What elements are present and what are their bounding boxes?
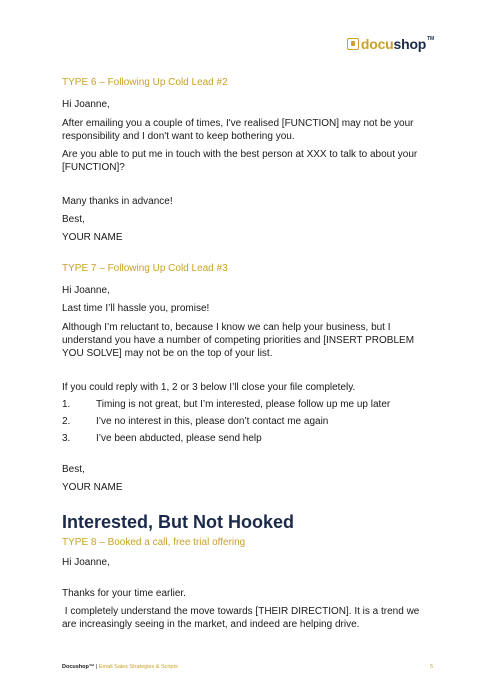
list-number: 2. <box>62 416 71 427</box>
section-title: Interested, But Not Hooked <box>62 512 295 532</box>
list-text: I’ve been abducted, please send help <box>96 433 262 444</box>
type6-thanks: Many thanks in advance! <box>62 196 173 207</box>
footer-subtitle: Email Sales Strategies & Scripts <box>98 664 178 670</box>
logo-shop: shop <box>393 36 427 52</box>
docushop-logo <box>347 36 434 52</box>
type8-paragraph-2: I completely understand the move towards [THEIR DIRECTION]. It is a trend we are increasingly seeing in the market, and indeed are helping drive. <box>62 606 423 630</box>
type6-signoff: Best, <box>62 214 85 225</box>
logo-text <box>361 36 434 52</box>
type6-your-name: YOUR NAME <box>62 232 123 243</box>
type7-options-list <box>62 398 434 445</box>
type7-heading: TYPE 7 – Following Up Cold Lead #3 <box>62 263 228 274</box>
logo-tm: TM <box>427 36 434 42</box>
logo-docu: docu <box>360 36 394 52</box>
footer-separator: | <box>94 664 99 670</box>
list-number: 1. <box>62 399 71 410</box>
page-number: 5 <box>429 664 433 670</box>
type6-greeting: Hi Joanne, <box>62 99 110 110</box>
type7-paragraph-2: Although I’m reluctant to, because I know we can help your business, but I understand you have a number of competing priorities and [INSERT PROBLEM YOU SOLVE] may not be on the top of your list. <box>62 322 415 359</box>
list-number: 3. <box>62 433 71 444</box>
footer-brand: Docushop™ <box>62 664 95 670</box>
type8-greeting: Hi Joanne, <box>62 557 110 568</box>
document-body <box>62 76 434 631</box>
page-footer <box>62 664 433 670</box>
type7-greeting: Hi Joanne, <box>62 285 110 296</box>
type7-signoff: Best, <box>62 464 85 475</box>
list-text: I’ve no interest in this, please don’t contact me again <box>96 416 329 427</box>
type6-heading: TYPE 6 – Following Up Cold Lead #2 <box>62 77 228 88</box>
list-item <box>62 398 434 411</box>
type8-paragraph-1: Thanks for your time earlier. <box>62 588 186 599</box>
type6-paragraph-1: After emailing you a couple of times, I've realised [FUNCTION] may not be your responsibility and I don't want to keep bothering you. <box>62 118 414 142</box>
type7-paragraph-3: If you could reply with 1, 2 or 3 below I’ll close your file completely. <box>62 382 356 393</box>
list-item <box>62 415 434 428</box>
type6-paragraph-2: Are you able to put me in touch with the best person at XXX to talk to about your [FUNCTION]? <box>62 149 418 173</box>
list-item <box>62 432 434 445</box>
type8-heading: TYPE 8 – Booked a call, free trial offering <box>62 537 246 548</box>
type7-paragraph-1: Last time I’ll hassle you, promise! <box>62 303 210 314</box>
logo-mark-icon <box>347 38 359 50</box>
type7-your-name: YOUR NAME <box>62 482 123 493</box>
footer-left <box>62 664 178 670</box>
list-text: Timing is not great, but I’m interested, please follow up me up later <box>96 399 391 410</box>
